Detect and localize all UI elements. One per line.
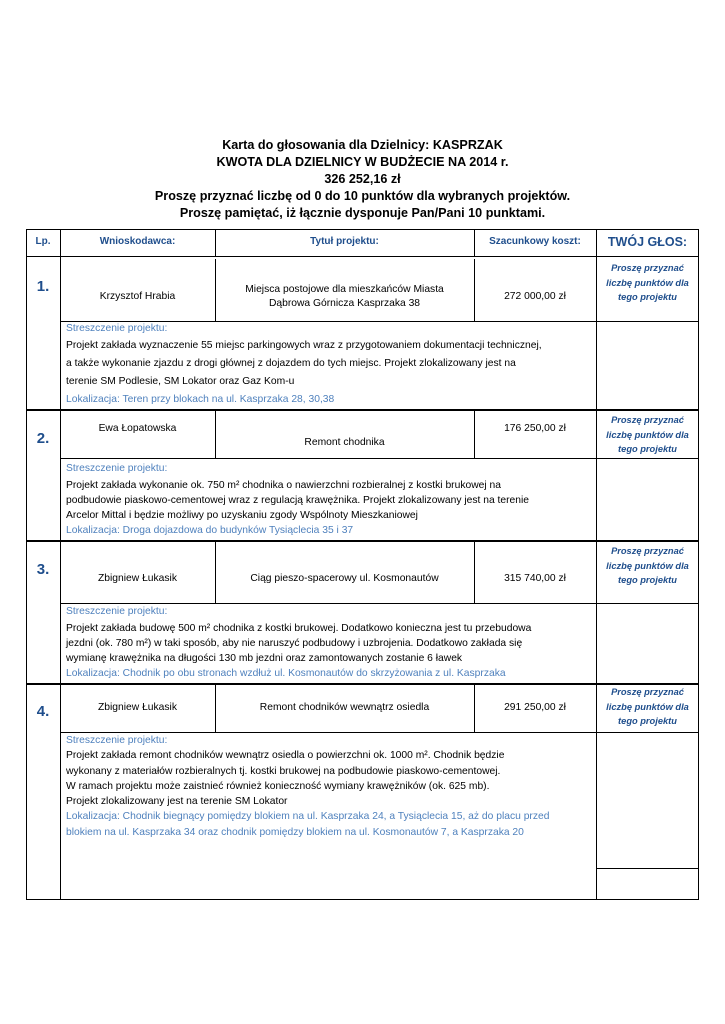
location-line: Lokalizacja: Droga dojazdowa do budynków Tysiąclecia 35 i 37 [66,525,354,536]
summary-line: Projekt zakłada budowę 500 m² chodnika z kostki brukowej. Dodatkowo konieczna jest tu przebudowa [66,623,532,634]
title-cell: Ciąg pieszo-spacerowy ul. Kosmonautów [250,573,439,584]
project-summary [66,733,592,840]
vote-box-bottom [596,868,699,869]
vote-hint-line: liczbę punktów dla [606,429,689,440]
summary-line: Projekt zakłada wykonanie ok. 750 m² chodnika o nawierzchni rozbieralnej z kostki brukowej na [66,480,501,491]
location-line: blokiem na ul. Kasprzaka 34 oraz chodnik pomiędzy blokiem na ul. Kosmonautów 7, a Kasprzaka 20 [66,826,524,838]
location-line: Lokalizacja: Chodnik biegnący pomiędzy blokiem na ul. Kasprzaka 24, a Tysiąclecia 15, aż do placu przed [66,811,550,823]
header-instruction: Proszę przyznać liczbę od 0 do 10 punktów dla wybranych projektów. [154,189,571,203]
summary-line: Projekt zlokalizowany jest na terenie SM Lokator [66,796,288,808]
cost-cell: 176 250,00 zł [504,423,566,434]
summary-line: wymianę krawężnika na długości 130 mb jezdni oraz zamontowanych zostanie 6 ławek [66,653,463,664]
row-divider [215,411,216,458]
summary-line: wykonany z materiałów rozbieralnych tj. kostki brukowej na podbudowie piaskowo-cementowej. [66,765,501,777]
row-separator [60,458,699,459]
vote-hint-line: Proszę przyznać [611,546,684,556]
vote-hint-line: liczbę punktów dla [606,277,689,288]
vote-hint-line: liczbę punktów dla [606,560,689,571]
vote-hint[interactable] [596,259,699,305]
cost-cell: 291 250,00 zł [504,702,566,713]
summary-line: podbudowie piaskowo-cementowej wraz z regulacją krawężnika. Projekt zlokalizowany jest na terenie [66,495,530,506]
column-vote: TWÓJ GŁOS: [607,235,688,249]
applicant-cell: Ewa Łopatowska [98,423,177,434]
summary-line: Projekt zakłada remont chodników wewnątrz osiedla o powierzchni ok. 1000 m². Chodnik będzie [66,750,505,762]
vote-hint-line: Proszę przyznać [611,415,684,425]
project-number: 4. [36,703,50,720]
summary-line: W ramach projektu może zaistnieć również konieczność wymiany krawężników (ok. 625 mb). [66,780,490,792]
vote-hint-line: tego projektu [618,444,677,454]
header-divider-1 [215,229,216,257]
header-title: Karta do głosowania dla Dzielnicy: KASPRZAK [222,138,503,152]
summary-label: Streszczenie projektu: [66,735,168,746]
title-cell: Remont chodników wewnątrz osiedla [259,702,430,713]
column-lp: Lp. [35,236,51,247]
summary-line: Arcelor Mittal i będzie możliwy po uzyskaniu zgody Wspólnoty Mieszkaniowej [66,510,418,521]
project-number: 3. [36,561,50,578]
cost-cell: 272 000,00 zł [504,291,566,302]
cost-cell: 315 740,00 zł [504,573,566,584]
location-line: Lokalizacja: Teren przy blokach na ul. Kasprzaka 28, 30,38 [66,393,335,405]
vote-hint[interactable] [596,542,699,588]
title-cell [215,281,474,313]
project-number: 1. [36,278,50,295]
vote-hint-line: tego projektu [618,575,677,585]
vote-hint-line: tego projektu [618,292,677,302]
vote-hint-line: Proszę przyznać [611,687,684,697]
summary-line: terenie SM Podlesie, SM Lokator oraz Gaz Kom-u [66,375,295,387]
vote-hint-line: Proszę przyznać [611,263,684,273]
summary-label: Streszczenie projektu: [66,606,168,617]
title-cell: Remont chodnika [304,437,385,448]
column-applicant: Wnioskodawca: [99,236,176,247]
applicant-cell: Zbigniew Łukasik [98,702,177,713]
project-summary [66,461,592,538]
title-line: Miejsca postojowe dla mieszkańców Miasta [245,284,444,295]
location-line: Lokalizacja: Chodnik po obu stronach wzdłuż ul. Kosmonautów do skrzyżowania z ul. Kasprzaka [66,668,506,679]
project-number: 2. [36,430,50,447]
vote-hint[interactable] [596,411,699,457]
applicant-cell: Krzysztof Hrabia [99,291,176,302]
vote-hint[interactable] [596,683,699,729]
column-headers [26,229,699,257]
column-title: Tytuł projektu: [310,236,379,247]
summary-line: jezdni (ok. 780 m²) w taki sposób, aby nie naruszyć podbudowy i uzbrojenia. Dodatkowo zakłada się [66,638,523,649]
summary-label: Streszczenie projektu: [66,323,168,334]
vote-hint-line: liczbę punktów dla [606,701,689,712]
ballot-header [0,137,725,222]
summary-line: a także wykonanie zjazdu z drogi głównej z dojazdem do tych miejsc. Projekt zlokalizowany jest na [66,357,516,369]
column-cost: Szacunkowy koszt: [489,236,581,247]
summary-label: Streszczenie projektu: [66,463,168,474]
header-budget-label: KWOTA DLA DZIELNICY W BUDŻECIE NA 2014 r. [216,155,509,169]
applicant-cell: Zbigniew Łukasik [98,573,177,584]
header-budget-amount: 326 252,16 zł [324,172,401,186]
header-reminder: Proszę pamiętać, iż łącznie dysponuje Pan/Pani 10 punktami. [179,206,546,220]
title-line: Dąbrowa Górnicza Kasprzaka 38 [268,298,421,309]
header-divider-2 [474,229,475,257]
project-summary [66,604,592,681]
vote-hint-line: tego projektu [618,716,677,726]
project-summary [66,322,592,408]
summary-line: Projekt zakłada wyznaczenie 55 miejsc parkingowych wraz z przygotowaniem dokumentacji technicznej, [66,339,542,351]
